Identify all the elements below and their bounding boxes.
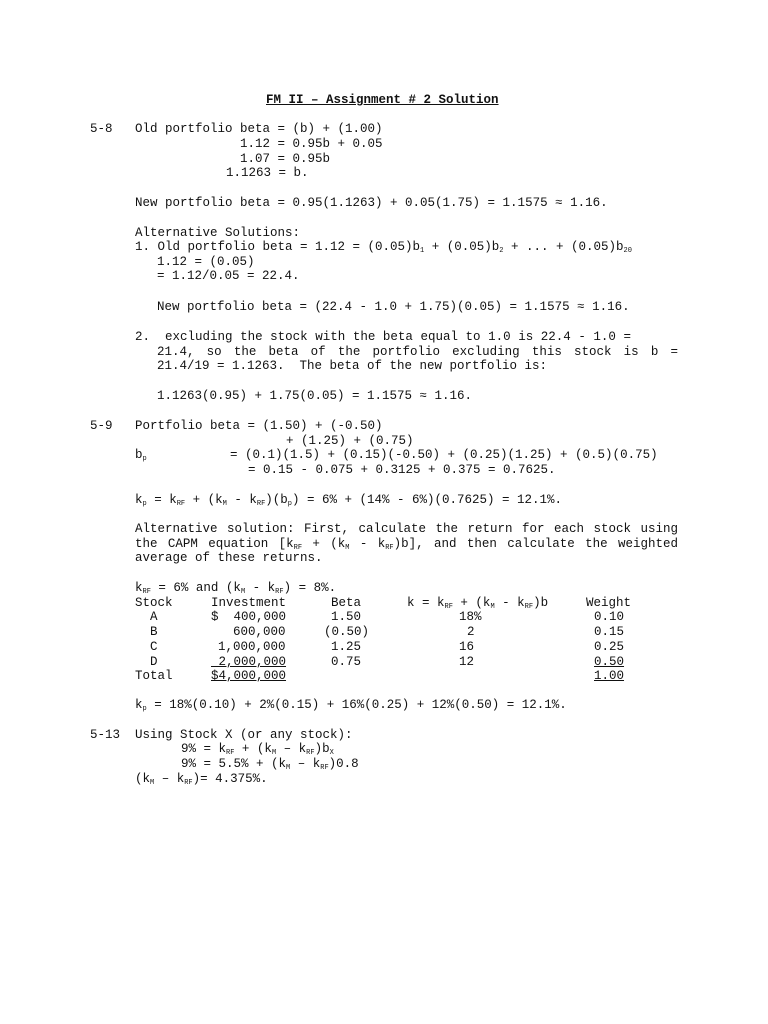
table-cell-k: 16 bbox=[459, 640, 475, 654]
s513-line-2 bbox=[181, 742, 334, 757]
table-total-weight: 1.00 bbox=[594, 669, 625, 683]
table-cell-stock: C bbox=[150, 640, 158, 654]
table-cell-stock: B bbox=[150, 625, 158, 639]
problem-number-5-8: 5-8 bbox=[90, 122, 113, 136]
subscript: p bbox=[142, 705, 147, 713]
table-cell-stock: D bbox=[150, 655, 158, 669]
text: )(b bbox=[265, 493, 288, 507]
text: – k bbox=[276, 742, 307, 756]
page-title: FM II – Assignment # 2 Solution bbox=[266, 93, 499, 107]
table-cell-beta: 0.75 bbox=[331, 655, 362, 669]
s59-alt-line-3: average of these returns. bbox=[135, 551, 323, 565]
text: )= 4.375%. bbox=[192, 772, 268, 786]
table-cell-k: 12 bbox=[459, 655, 475, 669]
table-cell-investment: 600,000 bbox=[233, 625, 286, 639]
text: + (k bbox=[234, 742, 272, 756]
subscript: RF bbox=[524, 603, 534, 611]
s58-alt2-line-4: 1.1263(0.95) + 1.75(0.05) = 1.1575 ≈ 1.16. bbox=[157, 389, 473, 403]
s513-line-1: Using Stock X (or any stock): bbox=[135, 728, 353, 742]
s59-kp-equation bbox=[135, 493, 562, 508]
text: - k bbox=[226, 493, 257, 507]
table-cell-weight: 0.50 bbox=[594, 655, 625, 669]
text: the CAPM equation [k bbox=[135, 537, 294, 551]
table-cell-investment: $ 400,000 bbox=[211, 610, 287, 624]
text: ) = 6% + (14% - 6%)(0.7625) = 12.1%. bbox=[292, 493, 563, 507]
table-header-stock: Stock bbox=[135, 596, 173, 610]
subscript: X bbox=[329, 749, 334, 757]
subscript: M bbox=[286, 764, 291, 772]
table-cell-investment: 1,000,000 bbox=[218, 640, 286, 654]
subscript: p bbox=[142, 455, 147, 463]
text: + (k bbox=[302, 537, 346, 551]
s59-line-4: = 0.15 - 0.075 + 0.3125 + 0.375 = 0.7625. bbox=[248, 463, 556, 477]
s58-line-4: 1.1263 = b. bbox=[226, 166, 309, 180]
subscript: RF bbox=[142, 588, 151, 596]
table-cell-beta: 1.50 bbox=[331, 610, 362, 624]
text: b bbox=[135, 448, 143, 462]
text: )b bbox=[314, 742, 330, 756]
text: 1. Old portfolio beta = 1.12 = (0.05)b bbox=[135, 240, 421, 254]
text: )0.8 bbox=[328, 757, 359, 771]
subscript: M bbox=[345, 544, 350, 552]
subscript: 2 bbox=[499, 247, 504, 255]
table-header-k bbox=[407, 596, 548, 611]
text: + (0.05)b bbox=[424, 240, 500, 254]
text: (k bbox=[135, 772, 151, 786]
text: )b], and then calculate the weighted bbox=[393, 537, 678, 551]
s59-alt-line-2 bbox=[135, 537, 678, 552]
subscript: RF bbox=[176, 500, 186, 508]
text: = 6% and (k bbox=[150, 581, 241, 595]
table-header-beta: Beta bbox=[331, 596, 362, 610]
s58-alt1-line-1 bbox=[135, 240, 632, 255]
s513-line-3 bbox=[181, 757, 359, 772]
text: = k bbox=[146, 493, 177, 507]
s58-new-beta: New portfolio beta = 0.95(1.1263) + 0.05(1.75) = 1.1575 ≈ 1.16. bbox=[135, 196, 608, 210]
table-cell-stock: A bbox=[150, 610, 158, 624]
text: ) = 8%. bbox=[283, 581, 337, 595]
text: k bbox=[135, 698, 143, 712]
s59-bp-label bbox=[135, 448, 147, 463]
subscript: M bbox=[490, 603, 495, 611]
text: k bbox=[135, 493, 143, 507]
text: - k bbox=[245, 581, 276, 595]
problem-number-5-9: 5-9 bbox=[90, 419, 113, 433]
s58-alt2-line-3: 21.4/19 = 1.1263. The beta of the new portfolio is: bbox=[157, 359, 548, 373]
text: + (k bbox=[452, 596, 491, 610]
s58-alt1-line-2: 1.12 = (0.05) bbox=[157, 255, 255, 269]
subscript: RF bbox=[306, 749, 315, 757]
table-header-investment: Investment bbox=[211, 596, 287, 610]
s59-final-kp bbox=[135, 698, 567, 713]
s59-given bbox=[135, 581, 336, 596]
table-total-investment: $4,000,000 bbox=[211, 669, 287, 683]
subscript: RF bbox=[184, 779, 193, 787]
s58-alt1-line-4: New portfolio beta = (22.4 - 1.0 + 1.75)(0.05) = 1.1575 ≈ 1.16. bbox=[157, 300, 630, 314]
s59-line-2: + (1.25) + (0.75) bbox=[286, 434, 414, 448]
text: + ... + (0.05)b bbox=[503, 240, 624, 254]
s58-line-3: 1.07 = 0.95b bbox=[240, 152, 331, 166]
subscript: RF bbox=[293, 544, 303, 552]
text: k bbox=[135, 581, 143, 595]
text: = 18%(0.10) + 2%(0.15) + 16%(0.25) + 12%(0.50) = 12.1%. bbox=[146, 698, 567, 712]
subscript: RF bbox=[256, 500, 266, 508]
table-cell-weight: 0.15 bbox=[594, 625, 625, 639]
s59-line-1: Portfolio beta = (1.50) + (-0.50) bbox=[135, 419, 383, 433]
table-cell-weight: 0.10 bbox=[594, 610, 625, 624]
table-cell-k: 18% bbox=[459, 610, 482, 624]
table-cell-beta: (0.50) bbox=[324, 625, 370, 639]
subscript: 1 bbox=[420, 247, 425, 255]
subscript: 20 bbox=[623, 247, 632, 255]
subscript: RF bbox=[226, 749, 235, 757]
s58-line-1: Old portfolio beta = (b) + (1.00) bbox=[135, 122, 383, 136]
text: – k bbox=[154, 772, 185, 786]
text: - k bbox=[349, 537, 386, 551]
subscript: M bbox=[240, 588, 246, 596]
subscript: M bbox=[271, 749, 277, 757]
subscript: M bbox=[222, 500, 227, 508]
s58-alt2-number: 2. bbox=[135, 330, 151, 344]
table-total-label: Total bbox=[135, 669, 173, 683]
s58-alt-heading: Alternative Solutions: bbox=[135, 226, 301, 240]
text: - k bbox=[494, 596, 525, 610]
s58-alt2-line-2: 21.4, so the beta of the portfolio excluding this stock is b = bbox=[157, 345, 678, 359]
s513-line-4 bbox=[135, 772, 268, 787]
s58-alt1-line-3: = 1.12/0.05 = 22.4. bbox=[157, 269, 300, 283]
subscript: p bbox=[142, 500, 147, 508]
table-header-weight: Weight bbox=[586, 596, 632, 610]
text: )b bbox=[533, 596, 549, 610]
s59-line-3: = (0.1)(1.5) + (0.15)(-0.50) + (0.25)(1.25) + (0.5)(0.75) bbox=[230, 448, 658, 462]
text: 9% = 5.5% + (k bbox=[181, 757, 287, 771]
table-cell-k: 2 bbox=[467, 625, 475, 639]
subscript: RF bbox=[385, 544, 394, 552]
s58-line-2: 1.12 = 0.95b + 0.05 bbox=[240, 137, 383, 151]
text: + (k bbox=[185, 493, 223, 507]
problem-number-5-13: 5-13 bbox=[90, 728, 121, 742]
subscript: RF bbox=[320, 764, 329, 772]
text: 9% = k bbox=[181, 742, 227, 756]
table-cell-beta: 1.25 bbox=[331, 640, 362, 654]
text: k = k bbox=[407, 596, 445, 610]
table-cell-weight: 0.25 bbox=[594, 640, 625, 654]
text: – k bbox=[290, 757, 321, 771]
table-cell-investment: 2,000,000 bbox=[211, 655, 287, 669]
s59-alt-line-1: Alternative solution: First, calculate the return for each stock using bbox=[135, 522, 678, 536]
subscript: RF bbox=[444, 603, 453, 611]
subscript: RF bbox=[275, 588, 284, 596]
s58-alt2-line-1: excluding the stock with the beta equal to 1.0 is 22.4 - 1.0 = bbox=[165, 330, 631, 344]
subscript: p bbox=[287, 500, 292, 508]
subscript: M bbox=[150, 779, 155, 787]
